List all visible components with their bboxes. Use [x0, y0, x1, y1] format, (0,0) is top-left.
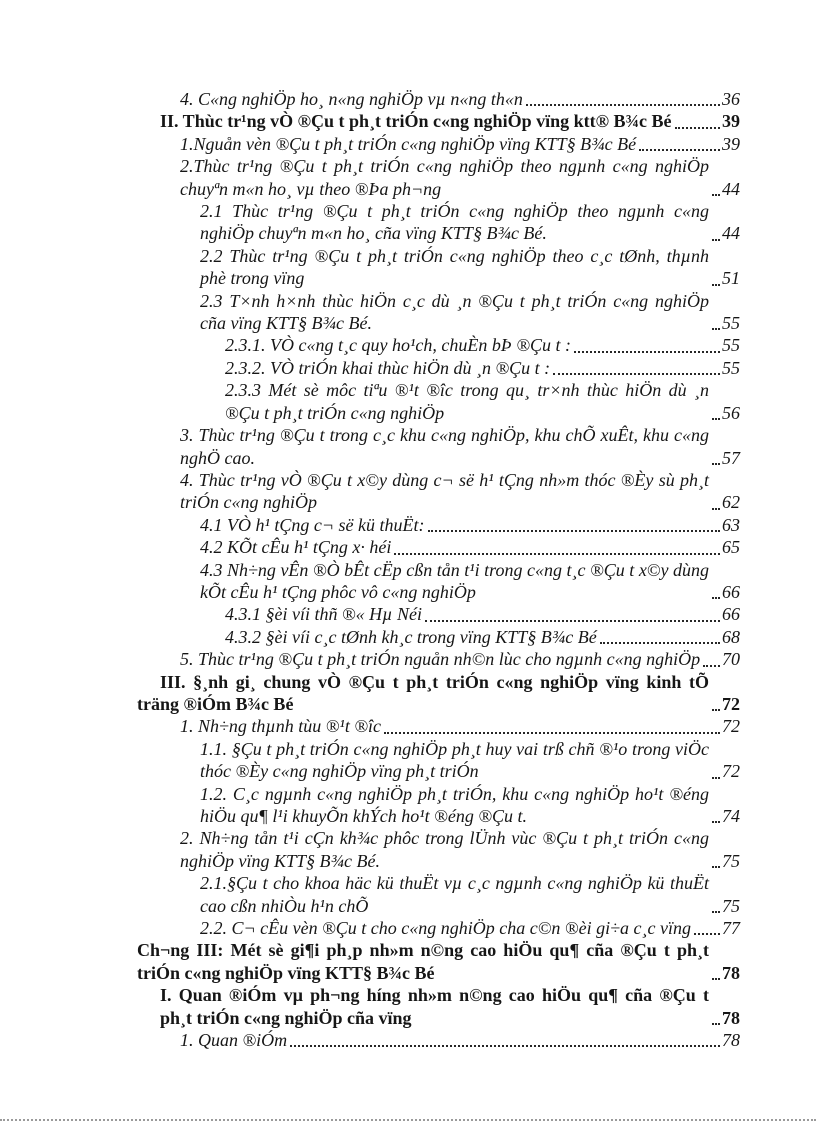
dot-leader	[712, 821, 720, 823]
dot-leader	[553, 373, 720, 375]
toc-entry[interactable]	[137, 334, 740, 356]
toc-entry[interactable]	[137, 984, 740, 1029]
toc-page-number: 75	[722, 895, 740, 916]
toc-page-number: 57	[722, 447, 740, 468]
toc-page-number: 55	[722, 335, 740, 356]
toc-entry[interactable]	[137, 357, 740, 379]
dot-leader	[703, 665, 720, 667]
toc-entry[interactable]	[137, 110, 740, 132]
toc-entry-text: I. Quan ®iÓm vµ ph¬ng híng nh»m n©ng cao hiÖu qu¶ cña ®Çu t ph¸t triÓn c«ng nghiÖp cña vïng	[160, 985, 709, 1028]
toc-entry-text: 2.Thùc tr¹ng ®Çu t ph¸t triÓn c«ng nghiÖp theo ngµnh c«ng nghiÖp chuyªn m«n ho¸ vµ theo ®Þa ph¬ng	[180, 156, 709, 199]
dot-leader	[712, 508, 720, 510]
dot-leader	[675, 127, 720, 129]
toc-entry[interactable]	[137, 872, 740, 917]
toc-page-number: 72	[722, 761, 740, 782]
toc-entry-text: 2. Nh÷ng tån t¹i cÇn kh¾c phôc trong lÜnh vùc ®Çu t ph¸t triÓn c«ng nghiÖp vïng KTT§ B¾c Bé.	[180, 828, 709, 871]
toc-entry[interactable]	[137, 626, 740, 648]
toc-page-number: 78	[722, 1007, 740, 1028]
toc-page-number: 36	[722, 89, 740, 109]
toc-entry[interactable]	[137, 738, 740, 783]
dot-leader	[712, 709, 720, 711]
toc-entry[interactable]	[137, 648, 740, 670]
toc-entry-text: 2.2. C¬ cÊu vèn ®Çu t cho c«ng nghiÖp cha c©n ®èi gi÷a c¸c vïng	[200, 918, 691, 939]
toc-entry-text: 2.1 Thùc tr¹ng ®Çu t ph¸t triÓn c«ng nghiÖp theo ngµnh c«ng nghiÖp chuyªn m«n ho¸ cña vïng KTT§ B¾c Bé.	[200, 201, 709, 244]
dot-leader	[712, 911, 720, 913]
toc-entry-text: 1.1. §Çu t ph¸t triÓn c«ng nghiÖp ph¸t huy vai trß chñ ®¹o trong viÖc thóc ®Èy c«ng nghiÖp vïng ph¸t triÓn	[200, 738, 709, 782]
toc-page-number: 55	[722, 313, 740, 334]
toc-entry-text: 2.3.1. VÒ c«ng t¸c quy ho¹ch, chuÈn bÞ ®Çu t :	[225, 335, 571, 356]
toc-page-number: 68	[722, 626, 740, 647]
toc-entry-text: 1.2. C¸c ngµnh c«ng nghiÖp ph¸t triÓn, khu c«ng nghiÖp ho¹t ®éng hiÖu qu¶ l¹i khuyÕn khÝch ho¹t ®éng ®Çu t.	[200, 783, 709, 826]
toc-entry[interactable]	[137, 88, 740, 110]
dot-leader	[712, 239, 720, 241]
page-break-divider	[0, 1119, 816, 1121]
toc-entry-text: 2.3.2. VÒ triÓn khai thùc hiÖn dù ¸n ®Çu t :	[225, 357, 551, 378]
toc-entry-text: 4. Thùc tr¹ng vÒ ®Çu t x©y dùng c¬ së h¹ tÇng nh»m thóc ®Èy sù ph¸t triÓn c«ng nghiÖp	[180, 469, 709, 513]
dot-leader	[574, 351, 720, 353]
toc-page-number: 72	[722, 693, 740, 714]
toc-entry[interactable]	[137, 939, 740, 984]
toc-entry[interactable]	[137, 603, 740, 625]
toc-entry[interactable]	[137, 379, 740, 424]
dot-leader	[712, 463, 720, 465]
dot-leader	[290, 1045, 720, 1047]
toc-entry[interactable]	[137, 536, 740, 558]
toc-entry[interactable]	[137, 827, 740, 872]
toc-entry[interactable]	[137, 783, 740, 828]
toc-page-number: 63	[722, 514, 740, 535]
toc-entry[interactable]	[137, 133, 740, 155]
toc-page-number: 44	[722, 178, 740, 199]
toc-entry-text: Ch¬ng III: Mét sè gi¶i ph¸p nh»m n©ng cao hiÖu qu¶ cña ®Çu t ph¸t triÓn c«ng nghiÖp vïng KTT§ B¾c Bé	[137, 940, 709, 983]
toc-entry-text: III. §¸nh gi¸ chung vÒ ®Çu t ph¸t triÓn c«ng nghiÖp vïng kinh tÕ träng ®iÓm B¾c Bé	[137, 671, 709, 714]
toc-page-number: 75	[722, 850, 740, 871]
toc-page-number: 39	[722, 111, 740, 132]
dot-leader	[712, 328, 720, 330]
dot-leader	[694, 933, 720, 935]
toc-page-number: 72	[722, 716, 740, 737]
toc-entry-text: 4.3.2 §èi víi c¸c tØnh kh¸c trong vïng KTT§ B¾c Bé	[225, 626, 597, 647]
dot-leader	[712, 777, 720, 779]
toc-page-number: 51	[722, 268, 740, 289]
toc-entry-text: 2.3 T×nh h×nh thùc hiÖn c¸c dù ¸n ®Çu t ph¸t triÓn c«ng nghiÖp cña vïng KTT§ B¾c Bé.	[200, 290, 709, 334]
toc-entry-text: 4.3 Nh÷ng vÊn ®Ò bÊt cËp cßn tån t¹i trong c«ng t¸c ®Çu t x©y dùng kÕt cÊu h¹ tÇng phôc vô c«ng nghiÖp	[200, 559, 709, 602]
toc-page-number: 78	[722, 962, 740, 983]
toc-entry-text: 4.3.1 §èi víi thñ ®« Hµ Néi	[225, 604, 423, 625]
toc-page-number: 56	[722, 402, 740, 423]
toc-page-number: 77	[722, 918, 740, 939]
dot-leader	[712, 866, 720, 868]
toc-page-number: 39	[722, 133, 740, 154]
toc-entry[interactable]	[137, 559, 740, 604]
toc-entry[interactable]	[137, 917, 740, 939]
dot-leader	[712, 978, 720, 980]
toc-entry[interactable]	[137, 424, 740, 469]
toc-entry[interactable]	[137, 514, 740, 536]
dot-leader	[712, 597, 720, 599]
toc-entry[interactable]	[137, 155, 740, 200]
toc-entry-text: 4.2 KÕt cÊu h¹ tÇng x· héi	[200, 537, 392, 558]
dot-leader	[428, 530, 720, 532]
toc-entry[interactable]	[137, 671, 740, 716]
dot-leader	[425, 620, 720, 622]
toc-entry-text: 1.Nguån vèn ®Çu t ph¸t triÓn c«ng nghiÖp vïng KTT§ B¾c Bé	[180, 133, 637, 154]
toc-entry-text: 2.2 Thùc tr¹ng ®Çu t ph¸t triÓn c«ng nghiÖp theo c¸c tØnh, thµnh phè trong vïng	[200, 245, 709, 289]
dot-leader	[526, 104, 720, 106]
toc-entry[interactable]	[137, 1029, 740, 1051]
toc-entry[interactable]	[137, 469, 740, 514]
toc-page-number: 44	[722, 223, 740, 244]
dot-leader	[712, 1023, 720, 1025]
table-of-contents	[137, 88, 740, 1051]
toc-page-number: 66	[722, 581, 740, 602]
toc-entry-text: 1. Nh÷ng thµnh tùu ®¹t ®îc	[180, 716, 381, 737]
toc-entry-text: 4.1 VÒ h¹ tÇng c¬ së kü thuËt:	[200, 514, 425, 535]
toc-entry-text: 3. Thùc tr¹ng ®Çu t trong c¸c khu c«ng nghiÖp, khu chÕ xuÊt, khu c«ng nghÖ cao.	[180, 425, 709, 468]
toc-page-number: 66	[722, 604, 740, 625]
dot-leader	[600, 642, 720, 644]
toc-entry-text: 4. C«ng nghiÖp ho¸ n«ng nghiÖp vµ n«ng th«n	[180, 89, 523, 109]
dot-leader	[712, 418, 720, 420]
toc-entry-text: 1. Quan ®iÓm	[180, 1030, 288, 1051]
dot-leader	[712, 284, 720, 286]
toc-entry-text: 2.3.3 Mét sè môc tiªu ®¹t ®îc trong qu¸ tr×nh thùc hiÖn dù ¸n ®Çu t ph¸t triÓn c«ng nghiÖp	[225, 380, 709, 423]
dot-leader	[394, 553, 720, 555]
toc-entry[interactable]	[137, 245, 740, 290]
toc-page-number: 65	[722, 537, 740, 558]
dot-leader	[639, 149, 720, 151]
toc-entry[interactable]	[137, 200, 740, 245]
toc-entry-text: II. Thùc tr¹ng vÒ ®Çu t ph¸t triÓn c«ng nghiÖp vïng ktt® B¾c Bé	[160, 111, 672, 132]
toc-page-number: 70	[722, 649, 740, 670]
toc-entry-text: 5. Thùc tr¹ng ®Çu t ph¸t triÓn nguån nh©n lùc cho ngµnh c«ng nghiÖp	[180, 649, 701, 670]
toc-entry-text: 2.1.§Çu t cho khoa häc kü thuËt vµ c¸c ngµnh c«ng nghiÖp kü thuËt cao cßn nhiÒu h¹n chÕ	[200, 873, 709, 916]
dot-leader	[712, 194, 720, 196]
toc-page-number: 78	[722, 1030, 740, 1051]
toc-page-number: 55	[722, 357, 740, 378]
toc-entry[interactable]	[137, 715, 740, 737]
toc-page-number: 62	[722, 492, 740, 513]
toc-entry[interactable]	[137, 290, 740, 335]
dot-leader	[384, 732, 720, 734]
toc-page-number: 74	[722, 806, 740, 826]
